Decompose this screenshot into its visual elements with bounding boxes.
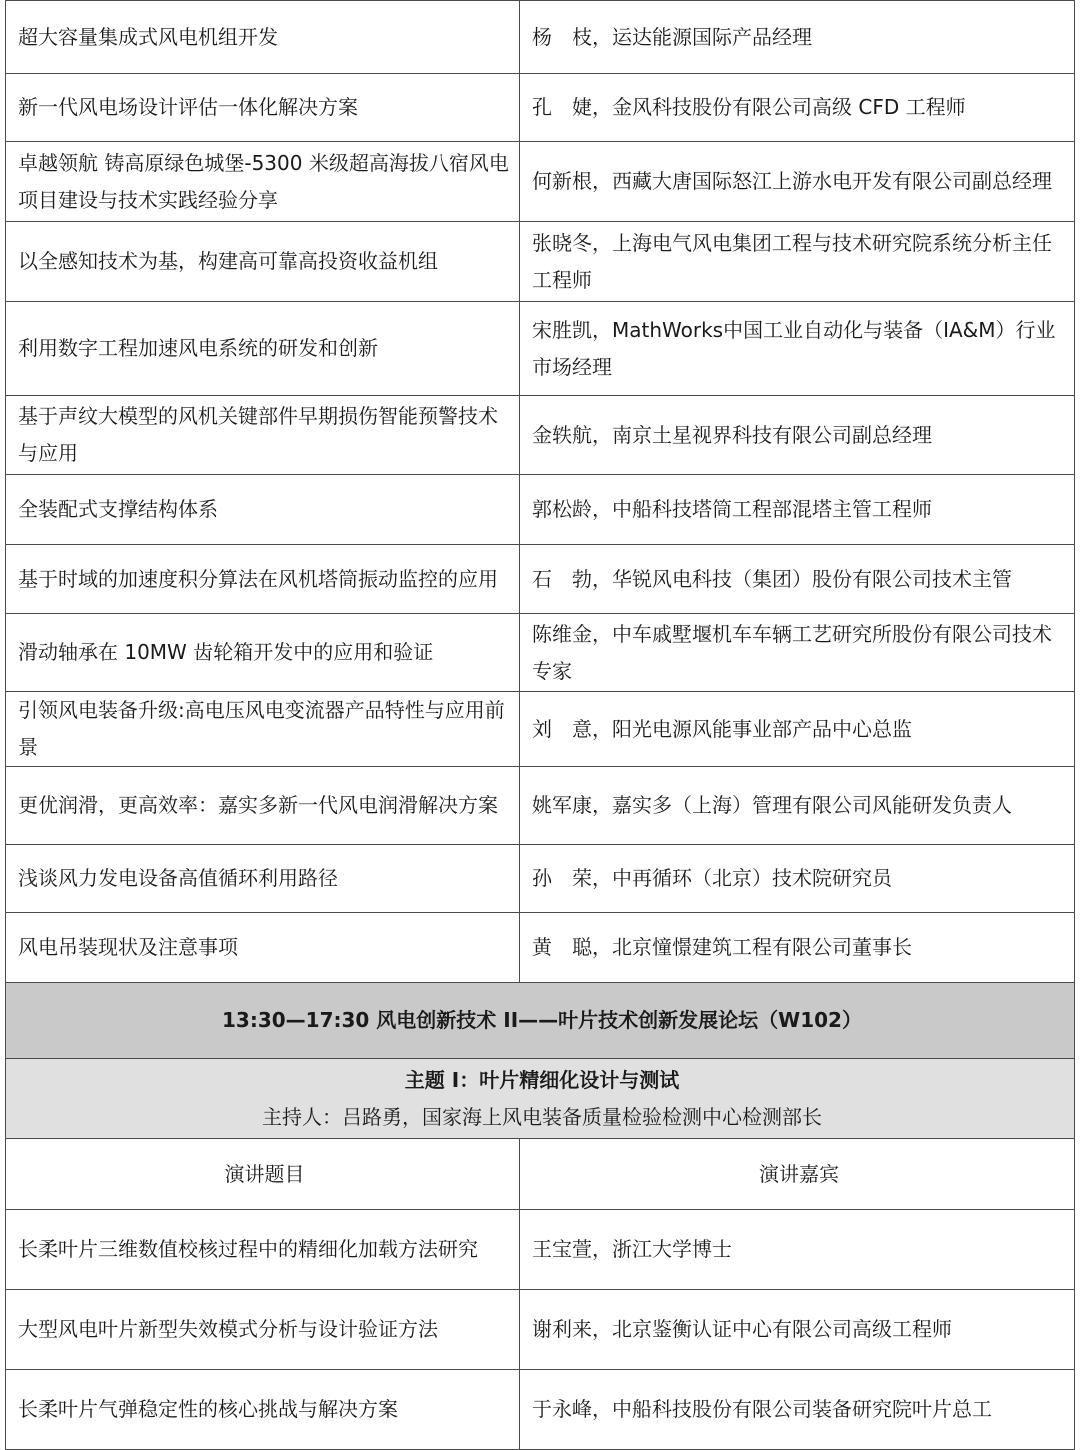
table-row — [6, 1210, 1075, 1290]
topic-cell: 长柔叶片气弹稳定性的核心挑战与解决方案 — [6, 1370, 520, 1450]
speaker-cell: 谢利来，北京鉴衡认证中心有限公司高级工程师 — [520, 1290, 1075, 1370]
topic-cell: 超大容量集成式风电机组开发 — [6, 1, 520, 74]
speaker-cell: 金轶航，南京土星视界科技有限公司副总经理 — [520, 396, 1075, 475]
topic-cell: 基于时域的加速度积分算法在风机塔筒振动监控的应用 — [6, 545, 520, 614]
topic-cell: 全装配式支撑结构体系 — [6, 475, 520, 545]
speaker-cell: 宋胜凯，MathWorks中国工业自动化与装备（IA&M）行业市场经理 — [520, 302, 1075, 396]
column-header-row — [6, 1139, 1075, 1210]
topic-cell: 卓越领航 铸高原绿色城堡-5300 米级超高海拔八宿风电项目建设与技术实践经验分享 — [6, 142, 520, 222]
topic-cell: 大型风电叶片新型失效模式分析与设计验证方法 — [6, 1290, 520, 1370]
speaker-cell: 于永峰，中船科技股份有限公司装备研究院叶片总工 — [520, 1370, 1075, 1450]
table-row — [6, 396, 1075, 475]
theme-title: 主题 I：叶片精细化设计与测试 — [404, 1067, 680, 1092]
table-row — [6, 913, 1075, 983]
speaker-cell: 杨 枝，运达能源国际产品经理 — [520, 1, 1075, 74]
table-row — [6, 1290, 1075, 1370]
topic-cell: 浅谈风力发电设备高值循环利用路径 — [6, 845, 520, 913]
theme-row — [6, 1059, 1075, 1139]
theme-block — [6, 1059, 1075, 1139]
topic-cell: 利用数字工程加速风电系统的研发和创新 — [6, 302, 520, 396]
speaker-cell: 何新根，西藏大唐国际怒江上游水电开发有限公司副总经理 — [520, 142, 1075, 222]
table-row — [6, 767, 1075, 845]
session-title: 13:30—17:30 风电创新技术 II——叶片技术创新发展论坛（W102） — [6, 983, 1075, 1059]
table-row — [6, 142, 1075, 222]
speaker-cell: 姚军康，嘉实多（上海）管理有限公司风能研发负责人 — [520, 767, 1075, 845]
table-row — [6, 1, 1075, 74]
session-host: 主持人：吕路勇，国家海上风电装备质量检验检测中心检测部长 — [262, 1104, 822, 1129]
topic-cell: 长柔叶片三维数值校核过程中的精细化加载方法研究 — [6, 1210, 520, 1290]
speaker-cell: 孙 荣，中再循环（北京）技术院研究员 — [520, 845, 1075, 913]
speaker-cell: 刘 意，阳光电源风能事业部产品中心总监 — [520, 692, 1075, 767]
topic-cell: 风电吊装现状及注意事项 — [6, 913, 520, 983]
speaker-cell: 孔 婕，金风科技股份有限公司高级 CFD 工程师 — [520, 74, 1075, 142]
table-row — [6, 74, 1075, 142]
agenda-table — [5, 0, 1075, 1450]
speaker-cell: 黄 聪，北京憧憬建筑工程有限公司董事长 — [520, 913, 1075, 983]
table-row — [6, 692, 1075, 767]
speaker-cell: 陈维金，中车戚墅堰机车车辆工艺研究所股份有限公司技术专家 — [520, 614, 1075, 692]
session-header-row — [6, 983, 1075, 1059]
speaker-cell: 郭松龄，中船科技塔筒工程部混塔主管工程师 — [520, 475, 1075, 545]
table-row — [6, 845, 1075, 913]
speaker-cell: 石 勃，华锐风电科技（集团）股份有限公司技术主管 — [520, 545, 1075, 614]
topic-cell: 以全感知技术为基，构建高可靠高投资收益机组 — [6, 222, 520, 302]
topic-cell: 新一代风电场设计评估一体化解决方案 — [6, 74, 520, 142]
table-row — [6, 302, 1075, 396]
topic-cell: 基于声纹大模型的风机关键部件早期损伤智能预警技术与应用 — [6, 396, 520, 475]
speaker-cell: 张晓冬，上海电气风电集团工程与技术研究院系统分析主任工程师 — [520, 222, 1075, 302]
topic-cell: 更优润滑，更高效率：嘉实多新一代风电润滑解决方案 — [6, 767, 520, 845]
topic-cell: 引领风电装备升级:高电压风电变流器产品特性与应用前景 — [6, 692, 520, 767]
table-row — [6, 614, 1075, 692]
table-row — [6, 222, 1075, 302]
table-row — [6, 1370, 1075, 1450]
table-row — [6, 475, 1075, 545]
column-header-topic: 演讲题目 — [6, 1139, 520, 1210]
table-row — [6, 545, 1075, 614]
speaker-cell: 王宝萱，浙江大学博士 — [520, 1210, 1075, 1290]
column-header-speaker: 演讲嘉宾 — [520, 1139, 1075, 1210]
topic-cell: 滑动轴承在 10MW 齿轮箱开发中的应用和验证 — [6, 614, 520, 692]
